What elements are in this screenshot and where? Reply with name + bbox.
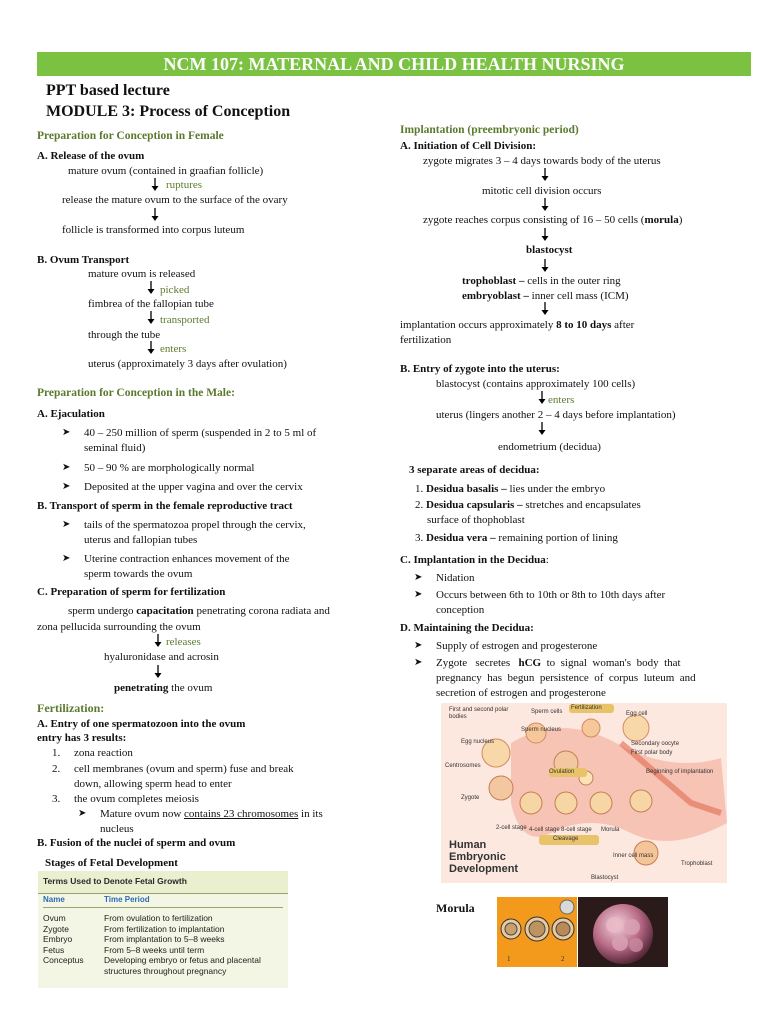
- down-arrow-icon: [146, 341, 156, 355]
- bullet-item: ➤ Occurs between 6th to 10th or 8th to 10th days after: [436, 588, 665, 602]
- fertilization-a2: entry has 3 results:: [37, 732, 127, 744]
- text-line: zona pellucida surrounding the ovum: [37, 621, 201, 633]
- female-section-title: Preparation for Conception in Female: [37, 130, 224, 142]
- diagram-label: Egg nucleus: [461, 739, 495, 745]
- term-name: Conceptus: [43, 955, 84, 965]
- release-ovum-title: A. Release of the ovum: [37, 150, 145, 162]
- fertilization-a1: A. Entry of one spermatozoon into the ovum: [37, 718, 246, 730]
- down-arrow-icon: [150, 178, 160, 192]
- terms-table-image: [38, 871, 288, 988]
- diagram-label: Morula: [601, 827, 620, 833]
- diagram-title: Human Embryonic Development: [449, 839, 519, 875]
- diagram-label: Blastocyst: [591, 875, 619, 881]
- text-line: fimbrea of the fallopian tube: [88, 298, 214, 310]
- text-line: hyaluronidase and acrosin: [104, 651, 219, 663]
- list-number: 2.: [52, 763, 61, 775]
- down-arrow-icon: [146, 281, 156, 295]
- text-line: nucleus: [100, 823, 134, 835]
- embryonic-development-diagram: [441, 703, 727, 883]
- diagram-label: Trophoblast: [681, 861, 713, 867]
- text-line: mature ovum is released: [88, 268, 196, 280]
- fertilization-title: Fertilization:: [37, 701, 105, 715]
- decidua-implantation-title: C. Implantation in the Decidua:: [400, 554, 549, 566]
- down-arrow-icon: [537, 391, 547, 405]
- text-line: sperm undergo capacitation penetrating corona radiata and: [68, 605, 330, 617]
- term-period: structures throughout pregnancy: [104, 965, 227, 976]
- bullet-item: ➤ Nidation: [436, 571, 475, 585]
- diagram-label: 4-cell stage: [529, 827, 560, 833]
- diagram-label: Secondary oocyte: [631, 741, 680, 747]
- text-line: blastocyst (contains approximately 100 cells): [436, 378, 636, 390]
- thumb-number: 1: [507, 955, 511, 963]
- text-line: secretion of estrogen and progesterone: [436, 687, 606, 699]
- text-line: implantation occurs approximately 8 to 10 days after: [400, 319, 635, 331]
- diagram-label: Inner cell mass: [613, 853, 654, 859]
- text-line: endometrium (decidua): [498, 441, 601, 453]
- down-arrow-icon: [540, 302, 550, 316]
- text-line: embryoblast – inner cell mass (ICM): [462, 290, 629, 302]
- diagram-label: Egg cell: [626, 711, 648, 717]
- cell-division-title: A. Initiation of Cell Division:: [400, 140, 536, 152]
- text-line: seminal fluid): [84, 442, 146, 454]
- term-period: From ovulation to fertilization: [104, 913, 213, 923]
- arrow-label: picked: [160, 284, 190, 296]
- bullet-item: ➤ Supply of estrogen and progesterone: [436, 639, 597, 653]
- implantation-title: Implantation (preembryonic period): [400, 124, 579, 136]
- ejaculation-title: A. Ejaculation: [37, 408, 105, 420]
- morula-stages-image: [497, 897, 577, 967]
- text-line: uterus (lingers another 2 – 4 days before implantation): [436, 409, 676, 421]
- sperm-prep-title: C. Preparation of sperm for fertilization: [37, 586, 226, 598]
- down-arrow-icon: [153, 665, 163, 679]
- text-line: follicle is transformed into corpus luteum: [62, 224, 245, 236]
- down-arrow-icon: [540, 168, 550, 182]
- term-period: Developing embryo or fetus and placental: [104, 955, 261, 965]
- decidua-areas-title: 3 separate areas of decidua:: [409, 464, 540, 476]
- terms-table-title: Terms Used to Denote Fetal Growth: [43, 876, 187, 886]
- text-line: release the mature ovum to the surface of the ovary: [62, 194, 288, 206]
- diagram-label: Centrosomes: [445, 763, 481, 769]
- morula-photo: [578, 897, 668, 967]
- term-name: Fetus: [43, 944, 65, 955]
- diagram-label: 2-cell stage: [496, 825, 527, 831]
- list-item: 1. Desidua basalis – lies under the embryo: [415, 483, 606, 495]
- text-line: pregnancy has begun persistence of corpus luteum and: [436, 672, 696, 684]
- text-line: surface of thophoblast: [427, 514, 525, 526]
- text-line: trophoblast – cells in the outer ring: [462, 275, 621, 287]
- text-line: through the tube: [88, 329, 161, 341]
- list-item: the ovum completes meiosis: [74, 793, 199, 805]
- diagram-label: Fertilization: [571, 705, 602, 711]
- down-arrow-icon: [150, 208, 160, 222]
- down-arrow-icon: [146, 311, 156, 325]
- list-item: 2. Desidua capsularis – stretches and encapsulates: [415, 499, 641, 511]
- sperm-transport-title: B. Transport of sperm in the female reproductive tract: [37, 500, 293, 512]
- diagram-label: Ovulation: [549, 769, 575, 775]
- diagram-label: Sperm cells: [531, 709, 563, 715]
- down-arrow-icon: [540, 259, 550, 273]
- term-name: Ovum: [43, 913, 66, 923]
- text-line: zygote reaches corpus consisting of 16 – 50 cells (morula): [423, 214, 683, 226]
- bullet-item: ➤ 40 – 250 million of sperm (suspended in 2 to 5 ml of: [84, 426, 316, 440]
- term-name: Embryo: [43, 934, 73, 944]
- list-item: zona reaction: [74, 747, 133, 759]
- module-title: MODULE 3: Process of Conception: [46, 103, 291, 120]
- text-line: blastocyst: [526, 244, 573, 256]
- terms-header-period: Time Period: [104, 895, 150, 904]
- bullet-item: ➤ 50 – 90 % are morphologically normal: [84, 461, 254, 475]
- text-line: conception: [436, 604, 485, 616]
- text-line: mature ovum (contained in graafian follicle): [68, 165, 264, 177]
- text-line: fertilization: [400, 334, 452, 346]
- terms-header-name: Name: [43, 895, 65, 904]
- list-item: cell membranes (ovum and sperm) fuse and break: [74, 763, 294, 775]
- list-item: 3. Desidua vera – remaining portion of lining: [415, 532, 618, 544]
- bullet-item: ➤ Deposited at the upper vagina and over the cervix: [84, 480, 303, 494]
- maintaining-title: D. Maintaining the Decidua:: [400, 622, 534, 634]
- text-line: zygote migrates 3 – 4 days towards body of the uterus: [423, 155, 661, 167]
- text-line: down, allowing sperm head to enter: [74, 778, 232, 790]
- diagram-label: First and second polar bodies: [449, 707, 509, 720]
- lecture-label: PPT based lecture: [46, 82, 170, 99]
- text-line: mitotic cell division occurs: [482, 185, 602, 197]
- morula-cell-illustration: [578, 897, 668, 967]
- male-section-title: Preparation for Conception in the Male:: [37, 387, 235, 399]
- thumb-number: 2: [561, 955, 565, 963]
- diagram-label: Sperm nucleus: [521, 727, 562, 733]
- stages-title: Stages of Fetal Development: [45, 857, 178, 869]
- bullet-item: ➤ tails of the spermatozoa propel through the cervix,: [84, 518, 306, 532]
- list-number: 3.: [52, 793, 61, 805]
- arrow-label: transported: [160, 314, 210, 326]
- bullet-item: ➤ Mature ovum now contains 23 chromosomes in its: [100, 807, 323, 821]
- text-line: uterus and fallopian tubes: [84, 534, 198, 546]
- text-line: uterus (approximately 3 days after ovulation): [88, 358, 287, 370]
- fusion-title: B. Fusion of the nuclei of sperm and ovum: [37, 837, 236, 849]
- term-period: From fertilization to implantation: [104, 923, 225, 934]
- arrow-label: enters: [548, 394, 575, 406]
- down-arrow-icon: [540, 198, 550, 212]
- diagram-label: Beginning of implantation: [646, 769, 714, 775]
- diagram-label: First polar body: [631, 750, 673, 756]
- text-line: penetrating the ovum: [114, 682, 213, 694]
- diagram-label: Cleavage: [553, 836, 579, 842]
- arrow-label: enters: [160, 343, 187, 355]
- document-banner: NCM 107: MATERNAL AND CHILD HEALTH NURSING: [37, 52, 751, 76]
- term-period: From 5–8 weeks until term: [104, 944, 205, 955]
- term-name: Zygote: [43, 923, 69, 934]
- diagram-label: 8-cell stage: [561, 827, 592, 833]
- down-arrow-icon: [153, 634, 163, 648]
- arrow-label: ruptures: [166, 179, 203, 191]
- list-number: 1.: [52, 747, 61, 759]
- ovum-transport-title: B. Ovum Transport: [37, 254, 130, 266]
- term-period: From implantation to 5–8 weeks: [104, 934, 225, 944]
- bullet-item: ➤ Uterine contraction enhances movement of the: [84, 552, 290, 566]
- diagram-label: Zygote: [461, 795, 480, 801]
- arrow-label: releases: [166, 636, 201, 648]
- text-line: sperm towards the ovum: [84, 568, 193, 580]
- morula-label: Morula: [436, 901, 475, 915]
- down-arrow-icon: [540, 228, 550, 242]
- entry-title: B. Entry of zygote into the uterus:: [400, 363, 560, 375]
- bullet-item: ➤ Zygote secretes hCG to signal woman's body that: [436, 656, 681, 670]
- down-arrow-icon: [537, 422, 547, 436]
